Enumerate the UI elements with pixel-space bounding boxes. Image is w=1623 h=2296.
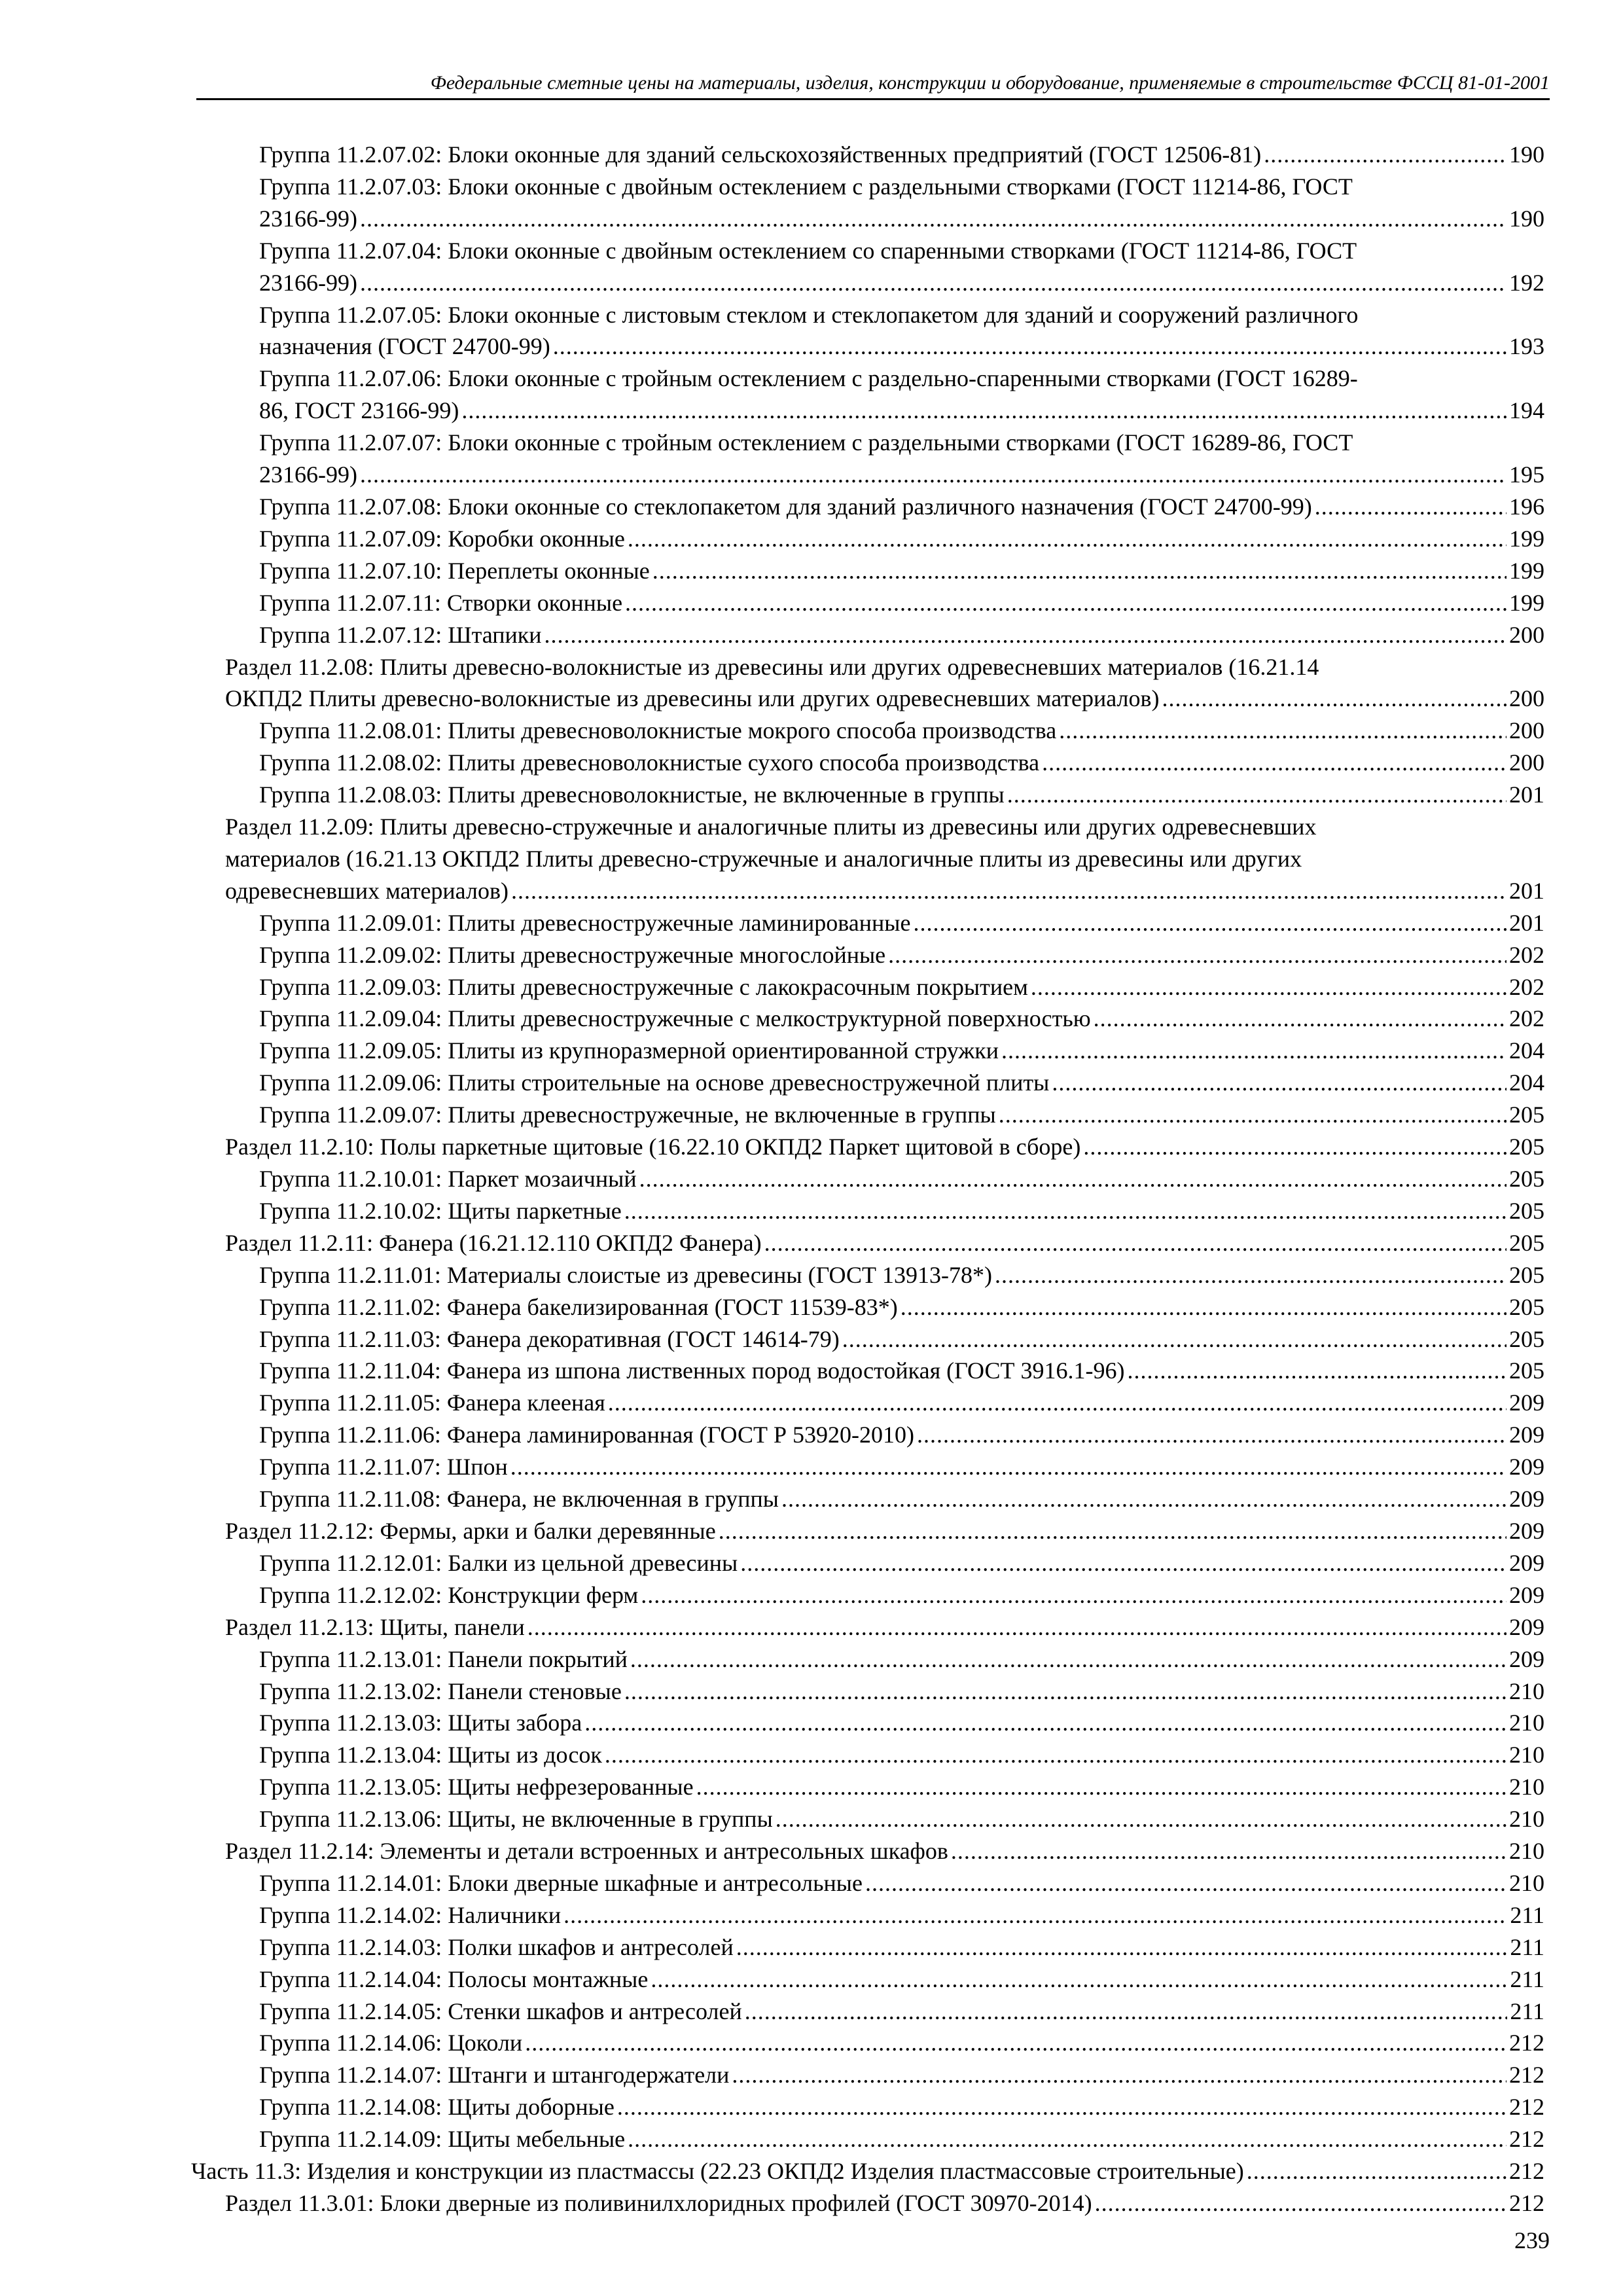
dot-leader bbox=[624, 1676, 1507, 1708]
toc-entry-page: 200 bbox=[1509, 749, 1544, 776]
dot-leader bbox=[740, 1547, 1507, 1579]
dot-leader bbox=[764, 1227, 1507, 1259]
dot-leader bbox=[736, 1931, 1508, 1964]
dot-leader bbox=[1059, 715, 1507, 747]
toc-entry-title-line: Раздел 11.2.08: Плиты древесно-волокнистые из древесины или других одревесневших материалов (16.21.14 bbox=[225, 653, 1319, 680]
toc-entry[interactable] bbox=[191, 1643, 1544, 1676]
toc-entry[interactable] bbox=[191, 1163, 1544, 1195]
dot-leader bbox=[776, 1803, 1507, 1835]
toc-entry-title: Группа 11.2.09.07: Плиты древесностружечные, не включенные в группы bbox=[259, 1102, 996, 1128]
toc-entry-page: 196 bbox=[1509, 493, 1544, 520]
toc-entry-title: Группа 11.2.07.12: Штапики bbox=[259, 621, 542, 648]
dot-leader bbox=[865, 1867, 1507, 1899]
toc-entry-page: 205 bbox=[1509, 1229, 1544, 1256]
toc-entry[interactable] bbox=[191, 1291, 1544, 1323]
running-header: Федеральные сметные цены на материалы, изделия, конструкции и оборудование, применяемые в строительстве ФССЦ 81-01-2001 bbox=[196, 72, 1550, 100]
toc-entry-title: назначения (ГОСТ 24700-99) bbox=[259, 333, 550, 360]
toc-entry-title: Часть 11.3: Изделия и конструкции из пластмассы (22.23 ОКПД2 Изделия пластмассовые строительные) bbox=[191, 2158, 1244, 2185]
toc-entry[interactable] bbox=[191, 2187, 1544, 2219]
dot-leader bbox=[888, 939, 1507, 971]
toc-entry-page: 210 bbox=[1509, 1869, 1544, 1896]
toc-entry[interactable] bbox=[191, 1611, 1544, 1643]
toc-entry-page: 209 bbox=[1509, 1390, 1544, 1416]
toc-entry-title: Группа 11.2.12.02: Конструкции ферм bbox=[259, 1581, 639, 1608]
toc-entry-title: Группа 11.2.11.08: Фанера, не включенная в группы bbox=[259, 1486, 779, 1513]
toc-entry-page: 210 bbox=[1509, 1774, 1544, 1801]
toc-entry-page: 201 bbox=[1509, 909, 1544, 936]
toc-entry-title: Группа 11.2.14.05: Стенки шкафов и антресолей bbox=[259, 1998, 742, 2024]
toc-entry-title: Группа 11.2.09.02: Плиты древесностружечные многослойные bbox=[259, 941, 886, 968]
toc-entry[interactable] bbox=[191, 1867, 1544, 1899]
toc-entry[interactable] bbox=[191, 779, 1544, 811]
toc-entry-page: 194 bbox=[1509, 397, 1544, 424]
dot-leader bbox=[1095, 2187, 1507, 2219]
toc-entry[interactable] bbox=[191, 1771, 1544, 1803]
toc-entry-title: Группа 11.2.14.08: Щиты доборные bbox=[259, 2094, 615, 2121]
toc-entry-title: Группа 11.2.11.06: Фанера ламинированная (ГОСТ Р 53920-2010) bbox=[259, 1422, 914, 1448]
toc-entry-page: 209 bbox=[1509, 1422, 1544, 1448]
toc-entry-title: Группа 11.2.08.01: Плиты древесноволокнистые мокрого способа производства bbox=[259, 717, 1057, 744]
toc-entry-title: Группа 11.2.14.02: Наличники bbox=[259, 1901, 562, 1928]
toc-entry-page: 190 bbox=[1509, 141, 1544, 168]
toc-entry[interactable] bbox=[191, 1964, 1544, 1996]
toc-entry-page: 205 bbox=[1509, 1197, 1544, 1224]
toc-entry-title: Группа 11.2.14.06: Цоколи bbox=[259, 2030, 523, 2056]
toc-entry-page: 211 bbox=[1510, 1998, 1544, 2024]
dot-leader bbox=[1042, 747, 1507, 779]
toc-entry-title: Группа 11.2.08.02: Плиты древесноволокнистые сухого способа производства bbox=[259, 749, 1040, 776]
toc-entry-title: одревесневших материалов) bbox=[225, 877, 508, 904]
toc-entry-page: 212 bbox=[1509, 2190, 1544, 2216]
toc-entry[interactable] bbox=[191, 1035, 1544, 1067]
toc-entry-page: 212 bbox=[1509, 2030, 1544, 2056]
toc-entry-title: ОКПД2 Плиты древесно-волокнистые из древесины или других одревесневших материалов) bbox=[225, 685, 1160, 712]
toc-entry-page: 209 bbox=[1509, 1581, 1544, 1608]
dot-leader bbox=[951, 1835, 1507, 1867]
toc-entry-title: Группа 11.2.09.06: Плиты строительные на основе древесностружечной плиты bbox=[259, 1069, 1050, 1096]
toc-entry-title: Группа 11.2.07.10: Переплеты оконные bbox=[259, 557, 650, 584]
toc-entry[interactable] bbox=[191, 171, 1544, 235]
toc-entry[interactable] bbox=[191, 1996, 1544, 2028]
toc-entry-title: 23166-99) bbox=[259, 269, 357, 296]
toc-entry[interactable] bbox=[191, 1931, 1544, 1964]
toc-entry[interactable] bbox=[191, 1803, 1544, 1835]
toc-entry-title: Группа 11.2.14.01: Блоки дверные шкафные и антресольные bbox=[259, 1869, 863, 1896]
toc-entry[interactable] bbox=[191, 1419, 1544, 1451]
toc-entry-page: 204 bbox=[1509, 1037, 1544, 1064]
toc-entry-title: Группа 11.2.09.05: Плиты из крупноразмерной ориентированной стружки bbox=[259, 1037, 999, 1064]
toc-entry-page: 200 bbox=[1509, 717, 1544, 744]
toc-entry-page: 205 bbox=[1509, 1134, 1544, 1160]
toc-entry-title: Группа 11.2.13.05: Щиты нефрезерованные bbox=[259, 1774, 694, 1801]
dot-leader bbox=[995, 1259, 1507, 1291]
dot-leader bbox=[913, 907, 1507, 939]
toc-entry-title: Раздел 11.2.11: Фанера (16.21.12.110 ОКПД2 Фанера) bbox=[225, 1229, 762, 1256]
toc-entry[interactable] bbox=[191, 1227, 1544, 1259]
toc-entry-title: 23166-99) bbox=[259, 205, 357, 232]
toc-entry-page: 211 bbox=[1510, 1901, 1544, 1928]
toc-entry-page: 202 bbox=[1509, 973, 1544, 1000]
toc-entry-title-line: материалов (16.21.13 ОКПД2 Плиты древесно-стружечные и аналогичные плиты из древесины или других bbox=[225, 845, 1302, 872]
toc-entry[interactable] bbox=[191, 299, 1544, 363]
toc-entry-title: Раздел 11.2.10: Полы паркетные щитовые (16.22.10 ОКПД2 Паркет щитовой в сборе) bbox=[225, 1134, 1081, 1160]
dot-leader bbox=[639, 1163, 1507, 1195]
toc-entry-page: 201 bbox=[1509, 781, 1544, 808]
toc-entry[interactable] bbox=[191, 1003, 1544, 1035]
toc-entry-title-line: Группа 11.2.07.07: Блоки оконные с тройным остеклением с раздельными створками (ГОСТ 16289-86, ГОСТ bbox=[259, 429, 1353, 456]
toc-entry-title: Группа 11.2.09.01: Плиты древесностружечные ламинированные bbox=[259, 909, 911, 936]
toc-entry-page: 192 bbox=[1509, 269, 1544, 296]
dot-leader bbox=[641, 1579, 1507, 1611]
toc-entry[interactable] bbox=[191, 555, 1544, 587]
toc-entry[interactable] bbox=[191, 971, 1544, 1003]
toc-entry[interactable] bbox=[191, 1099, 1544, 1131]
dot-leader bbox=[527, 1611, 1507, 1643]
page-number: 239 bbox=[1514, 2227, 1550, 2253]
toc-entry-page: 199 bbox=[1509, 589, 1544, 616]
dot-leader bbox=[652, 555, 1507, 587]
dot-leader bbox=[719, 1515, 1507, 1547]
toc-entry-title: Группа 11.2.11.07: Шпон bbox=[259, 1454, 508, 1480]
toc-entry[interactable] bbox=[191, 523, 1544, 555]
toc-entry-page: 193 bbox=[1509, 333, 1544, 360]
toc-entry-title: Группа 11.2.07.08: Блоки оконные со стеклопакетом для зданий различного назначения (ГОСТ 24700-99) bbox=[259, 493, 1312, 520]
toc-entry-page: 211 bbox=[1510, 1965, 1544, 1992]
toc-entry-page: 209 bbox=[1509, 1517, 1544, 1544]
dot-leader bbox=[732, 2059, 1507, 2091]
dot-leader bbox=[781, 1483, 1507, 1515]
toc-entry[interactable] bbox=[191, 2059, 1544, 2091]
toc-entry-page: 200 bbox=[1509, 685, 1544, 712]
toc-entry-title: Группа 11.2.07.09: Коробки оконные bbox=[259, 525, 625, 552]
toc-entry[interactable] bbox=[191, 619, 1544, 651]
toc-entry-title: Группа 11.2.07.02: Блоки оконные для зданий сельскохозяйственных предприятий (ГОСТ 12506-81) bbox=[259, 141, 1262, 168]
dot-leader bbox=[1083, 1131, 1507, 1163]
toc-entry-page: 210 bbox=[1509, 1742, 1544, 1768]
toc-entry-title: Группа 11.2.14.03: Полки шкафов и антресолей bbox=[259, 1933, 734, 1960]
toc-entry[interactable] bbox=[191, 747, 1544, 779]
toc-entry-title: 23166-99) bbox=[259, 461, 357, 488]
toc-entry-page: 209 bbox=[1509, 1645, 1544, 1672]
dot-leader bbox=[605, 1739, 1507, 1771]
dot-leader bbox=[628, 523, 1507, 555]
toc-entry[interactable] bbox=[191, 363, 1544, 427]
toc-entry-title: Раздел 11.2.14: Элементы и детали встроенных и антресольных шкафов bbox=[225, 1838, 948, 1865]
toc-entry-page: 209 bbox=[1509, 1613, 1544, 1640]
toc-entry-title: Группа 11.2.10.01: Паркет мозаичный bbox=[259, 1166, 637, 1192]
dot-leader bbox=[745, 1996, 1508, 2028]
toc-entry[interactable] bbox=[191, 1067, 1544, 1099]
toc-entry-page: 210 bbox=[1509, 1838, 1544, 1865]
toc-entry-page: 200 bbox=[1509, 621, 1544, 648]
dot-leader bbox=[608, 1387, 1507, 1419]
toc-entry-title-line: Группа 11.2.07.06: Блоки оконные с тройным остеклением с раздельно-спаренными створками (ГОСТ 16289- bbox=[259, 365, 1358, 392]
toc-entry-title: Группа 11.2.13.02: Панели стеновые bbox=[259, 1677, 622, 1704]
toc-entry-page: 209 bbox=[1509, 1454, 1544, 1480]
dot-leader bbox=[360, 267, 1507, 299]
toc-entry[interactable] bbox=[191, 2123, 1544, 2155]
dot-leader bbox=[901, 1291, 1507, 1323]
toc-entry[interactable] bbox=[191, 1323, 1544, 1355]
toc-entry-title: Группа 11.2.13.01: Панели покрытий bbox=[259, 1645, 628, 1672]
toc-entry[interactable] bbox=[191, 715, 1544, 747]
toc-entry[interactable] bbox=[191, 491, 1544, 523]
toc-entry-title: Группа 11.2.11.05: Фанера клееная bbox=[259, 1390, 605, 1416]
dot-leader bbox=[553, 331, 1507, 363]
toc-entry[interactable] bbox=[191, 1676, 1544, 1708]
toc-entry[interactable] bbox=[191, 1707, 1544, 1739]
dot-leader bbox=[510, 1451, 1507, 1483]
toc-entry-title: Группа 11.2.11.03: Фанера декоративная (ГОСТ 14614-79) bbox=[259, 1325, 840, 1352]
toc-entry[interactable] bbox=[191, 1835, 1544, 1867]
dot-leader bbox=[917, 1419, 1507, 1451]
dot-leader bbox=[628, 2123, 1507, 2155]
dot-leader bbox=[1052, 1067, 1507, 1099]
toc-entry-title: Группа 11.2.12.01: Балки из цельной древесины bbox=[259, 1549, 738, 1576]
toc-entry-page: 212 bbox=[1509, 2158, 1544, 2185]
toc-entry-page: 209 bbox=[1509, 1549, 1544, 1576]
dot-leader bbox=[630, 1643, 1507, 1676]
toc-entry[interactable] bbox=[191, 1515, 1544, 1547]
dot-leader bbox=[360, 203, 1507, 235]
toc-entry[interactable] bbox=[191, 1131, 1544, 1163]
toc-entry-title: Группа 11.2.09.03: Плиты древесностружечные с лакокрасочным покрытием bbox=[259, 973, 1028, 1000]
toc-entry-title: Группа 11.2.13.04: Щиты из досок bbox=[259, 1742, 602, 1768]
toc-entry-page: 210 bbox=[1509, 1677, 1544, 1704]
toc-entry-title: Группа 11.2.09.04: Плиты древесностружечные с мелкоструктурной поверхностью bbox=[259, 1005, 1091, 1032]
dot-leader bbox=[625, 587, 1507, 619]
toc-entry-title: 86, ГОСТ 23166-99) bbox=[259, 397, 459, 424]
toc-entry-page: 205 bbox=[1509, 1325, 1544, 1352]
toc-entry-title: Группа 11.2.07.11: Створки оконные bbox=[259, 589, 623, 616]
toc-entry-title: Группа 11.2.10.02: Щиты паркетные bbox=[259, 1197, 622, 1224]
toc-entry-page: 195 bbox=[1509, 461, 1544, 488]
toc-entry-page: 212 bbox=[1509, 2062, 1544, 2089]
toc-entry[interactable] bbox=[191, 587, 1544, 619]
toc-entry[interactable] bbox=[191, 1899, 1544, 1931]
dot-leader bbox=[511, 875, 1507, 907]
toc-entry[interactable] bbox=[191, 427, 1544, 491]
toc-entry-title-line: Раздел 11.2.09: Плиты древесно-стружечные и аналогичные плиты из древесины или других одревесневших bbox=[225, 814, 1317, 840]
toc-entry-title: Раздел 11.3.01: Блоки дверные из поливинилхлоридных профилей (ГОСТ 30970-2014) bbox=[225, 2190, 1092, 2216]
toc-entry[interactable] bbox=[191, 2091, 1544, 2123]
toc-entry-page: 201 bbox=[1509, 877, 1544, 904]
toc-entry-page: 210 bbox=[1509, 1710, 1544, 1736]
toc-entry-title: Группа 11.2.13.03: Щиты забора bbox=[259, 1710, 582, 1736]
dot-leader bbox=[624, 1195, 1507, 1227]
toc-entry[interactable] bbox=[191, 651, 1544, 715]
toc-entry[interactable] bbox=[191, 1579, 1544, 1611]
dot-leader bbox=[525, 2027, 1507, 2059]
dot-leader bbox=[1094, 1003, 1507, 1035]
table-of-contents bbox=[191, 139, 1544, 2219]
toc-entry-page: 211 bbox=[1510, 1933, 1544, 1960]
dot-leader bbox=[544, 619, 1507, 651]
dot-leader bbox=[842, 1323, 1507, 1355]
toc-entry[interactable] bbox=[191, 1259, 1544, 1291]
toc-entry-title-line: Группа 11.2.07.05: Блоки оконные с листовым стеклом и стеклопакетом для зданий и сооружений различного bbox=[259, 301, 1359, 328]
toc-entry-title: Группа 11.2.13.06: Щиты, не включенные в группы bbox=[259, 1806, 773, 1833]
toc-entry-title: Группа 11.2.14.04: Полосы монтажные bbox=[259, 1965, 649, 1992]
toc-entry[interactable] bbox=[191, 1547, 1544, 1579]
dot-leader bbox=[696, 1771, 1507, 1803]
toc-entry-page: 212 bbox=[1509, 2126, 1544, 2153]
dot-leader bbox=[563, 1899, 1507, 1931]
toc-entry-title: Раздел 11.2.13: Щиты, панели bbox=[225, 1613, 525, 1640]
toc-entry-title: Группа 11.2.11.01: Материалы слоистые из древесины (ГОСТ 13913-78*) bbox=[259, 1261, 992, 1288]
dot-leader bbox=[461, 395, 1507, 427]
toc-entry[interactable] bbox=[191, 811, 1544, 907]
dot-leader bbox=[1162, 683, 1507, 715]
toc-entry[interactable] bbox=[191, 939, 1544, 971]
toc-entry-page: 212 bbox=[1509, 2094, 1544, 2121]
toc-entry[interactable] bbox=[191, 2155, 1544, 2187]
toc-entry[interactable] bbox=[191, 139, 1544, 171]
toc-entry-title: Раздел 11.2.12: Фермы, арки и балки деревянные bbox=[225, 1517, 716, 1544]
toc-entry-page: 205 bbox=[1509, 1102, 1544, 1128]
dot-leader bbox=[651, 1964, 1507, 1996]
toc-entry[interactable] bbox=[191, 1355, 1544, 1387]
dot-leader bbox=[1127, 1355, 1507, 1387]
dot-leader bbox=[1031, 971, 1507, 1003]
toc-entry-page: 205 bbox=[1509, 1166, 1544, 1192]
dot-leader bbox=[999, 1099, 1507, 1131]
toc-entry[interactable] bbox=[191, 1483, 1544, 1515]
toc-entry-page: 199 bbox=[1509, 525, 1544, 552]
toc-entry[interactable] bbox=[191, 235, 1544, 299]
toc-entry-title: Группа 11.2.11.04: Фанера из шпона лиственных пород водостойкая (ГОСТ 3916.1-96) bbox=[259, 1357, 1125, 1384]
toc-entry-page: 205 bbox=[1509, 1293, 1544, 1320]
toc-entry-page: 210 bbox=[1509, 1806, 1544, 1833]
toc-entry-title-line: Группа 11.2.07.04: Блоки оконные с двойным остеклением со спаренными створками (ГОСТ 11214-86, ГОСТ bbox=[259, 237, 1357, 264]
toc-entry[interactable] bbox=[191, 1739, 1544, 1771]
toc-entry[interactable] bbox=[191, 1195, 1544, 1227]
dot-leader bbox=[617, 2091, 1507, 2123]
toc-entry-title: Группа 11.2.11.02: Фанера бакелизированная (ГОСТ 11539-83*) bbox=[259, 1293, 898, 1320]
toc-entry-page: 199 bbox=[1509, 557, 1544, 584]
toc-entry[interactable] bbox=[191, 2027, 1544, 2059]
dot-leader bbox=[1007, 779, 1507, 811]
toc-entry-page: 190 bbox=[1509, 205, 1544, 232]
dot-leader bbox=[1247, 2155, 1507, 2187]
toc-entry-title-line: Группа 11.2.07.03: Блоки оконные с двойным остеклением с раздельными створками (ГОСТ 11214-86, ГОСТ bbox=[259, 173, 1353, 200]
toc-entry[interactable] bbox=[191, 1387, 1544, 1419]
dot-leader bbox=[360, 459, 1507, 491]
dot-leader bbox=[584, 1707, 1507, 1739]
toc-entry-page: 204 bbox=[1509, 1069, 1544, 1096]
dot-leader bbox=[1315, 491, 1507, 523]
toc-entry-title: Группа 11.2.08.03: Плиты древесноволокнистые, не включенные в группы bbox=[259, 781, 1005, 808]
toc-entry-page: 202 bbox=[1509, 941, 1544, 968]
dot-leader bbox=[1264, 139, 1507, 171]
toc-entry-page: 205 bbox=[1509, 1357, 1544, 1384]
toc-entry-page: 202 bbox=[1509, 1005, 1544, 1032]
dot-leader bbox=[1001, 1035, 1507, 1067]
toc-entry[interactable] bbox=[191, 907, 1544, 939]
toc-entry[interactable] bbox=[191, 1451, 1544, 1483]
toc-entry-page: 209 bbox=[1509, 1486, 1544, 1513]
toc-entry-title: Группа 11.2.14.07: Штанги и штангодержатели bbox=[259, 2062, 730, 2089]
toc-entry-page: 205 bbox=[1509, 1261, 1544, 1288]
toc-entry-title: Группа 11.2.14.09: Щиты мебельные bbox=[259, 2126, 626, 2153]
